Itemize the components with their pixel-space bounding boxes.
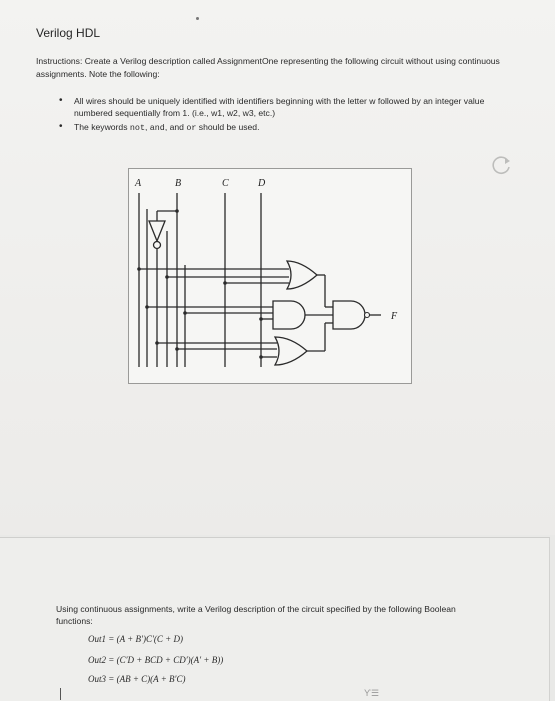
keyword-not: not [129, 123, 145, 133]
input-label-b: B [175, 178, 182, 189]
instructions-text: Instructions: Create a Verilog description called AssignmentOne representing the following circuit without using continuous assignments. Note the following: [36, 56, 500, 79]
equation-out3: Out3 = (AB + C)(A + B′C) [88, 674, 186, 684]
circuit-diagram [128, 168, 412, 384]
list-item: • All wires should be uniquely identified with identifiers beginning with the letter w followed by an integer value numbered sequentially from 1. (i.e., w1, w2, w3, etc.) [59, 95, 485, 118]
equation-out1: Out1 = (A + B′)C′(C + D) [88, 634, 183, 644]
requirements-list [56, 95, 496, 136]
list-item: • The keywords not, and, and or should be used. [59, 121, 260, 133]
bullet-sep: , [144, 122, 150, 132]
bullet-suffix: should be used. [196, 122, 260, 132]
input-label-c: C [222, 178, 229, 189]
input-label-a: A [135, 178, 142, 189]
bullet-sep: , and [164, 122, 187, 132]
input-label-d: D [258, 178, 266, 189]
bullet-text: All wires should be uniquely identified with identifiers beginning with the letter w followed by an integer value numbered sequentially from 1. (i.e., w1, w2, w3, etc.) [74, 96, 485, 118]
and-gate-icon [273, 301, 305, 329]
output-bubble-icon [365, 313, 370, 318]
corner-mark: ϒ☰ [364, 688, 380, 698]
question-2-text: Using continuous assignments, write a Verilog description of the circuit specified by the following Boolean functions: [56, 604, 456, 626]
bullet-prefix: The keywords [74, 122, 130, 132]
refresh-icon[interactable] [488, 152, 514, 178]
not-gate-icon [149, 221, 165, 249]
keyword-or: or [186, 123, 197, 133]
or-gate-icon [287, 261, 317, 289]
output-label-f: F [391, 311, 398, 322]
wires [139, 193, 289, 367]
paper-speck [196, 17, 199, 20]
keyword-and: and [149, 123, 165, 133]
text-cursor [60, 688, 61, 700]
equation-out2: Out2 = (C′D + BCD + CD′)(A′ + B)) [88, 655, 224, 665]
and-gate-icon [333, 301, 365, 329]
or-gate-icon [275, 337, 307, 365]
page-title: Verilog HDL [36, 26, 101, 40]
